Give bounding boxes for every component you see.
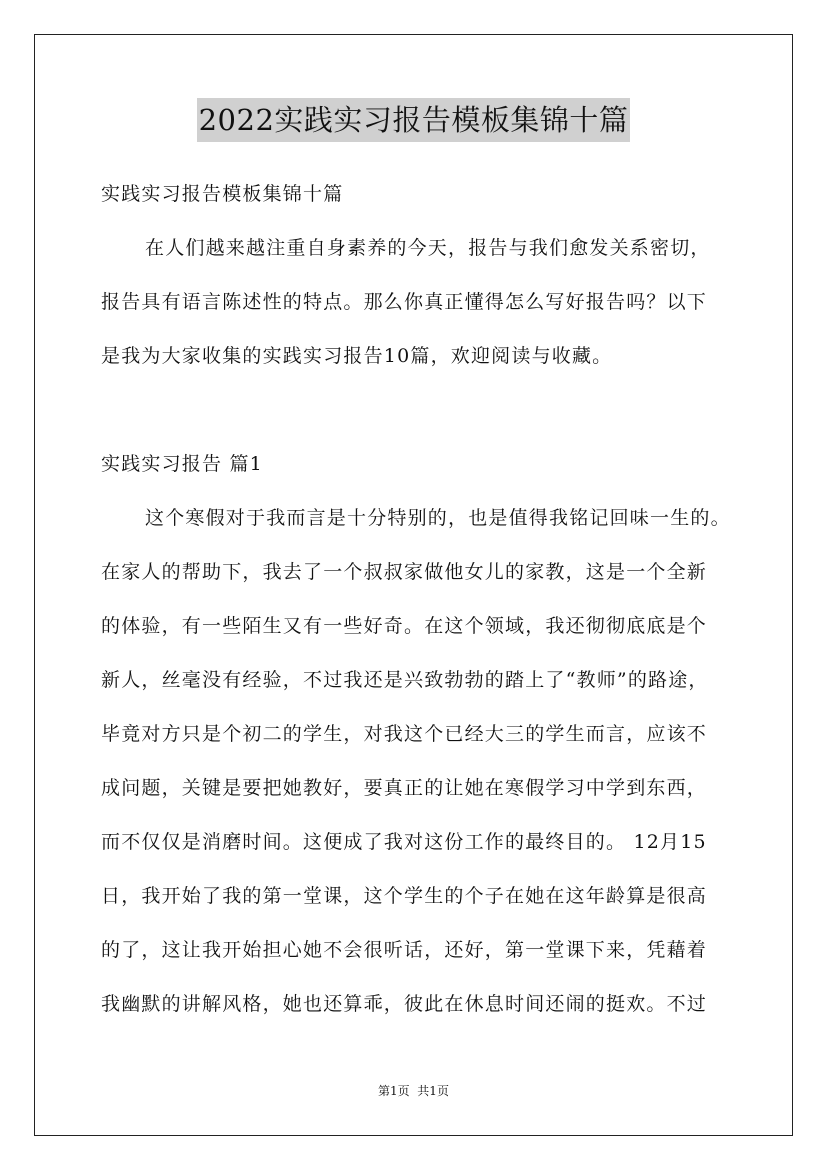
body-line-7: 而不仅仅是消磨时间。这便成了我对这份工作的最终目的。 12月15 (101, 831, 707, 853)
intro-line-3: 是我为大家收集的实践实习报告10篇，欢迎阅读与收藏。 (101, 345, 613, 367)
body-line-9: 的了，这让我开始担心她不会很听话，还好，第一堂课下来，凭藉着 (101, 939, 708, 961)
body-line-3: 的体验，有一些陌生又有一些好奇。在这个领域，我还彻彻底底是个 (101, 615, 708, 637)
body-line-1: 这个寒假对于我而言是十分特别的，也是值得我铭记回味一生的。 (145, 507, 731, 529)
body-line-8: 日，我开始了我的第一堂课，这个学生的个子在她在这年龄算是很高 (101, 885, 708, 907)
section-heading: 实践实习报告 篇1 (101, 453, 263, 475)
document-title-block (0, 98, 827, 142)
intro-line-1: 在人们越来越注重自身素养的今天，报告与我们愈发关系密切， (145, 237, 711, 259)
body-line-10: 我幽默的讲解风格，她也还算乖，彼此在休息时间还闹的挺欢。不过 (101, 993, 708, 1015)
body-line-4: 新人，丝毫没有经验，不过我还是兴致勃勃的踏上了“教师”的路途， (101, 669, 709, 691)
document-subtitle: 实践实习报告模板集锦十篇 (101, 183, 344, 205)
body-line-5: 毕竟对方只是个初二的学生，对我这个已经大三的学生而言，应该不 (101, 723, 708, 745)
intro-line-2: 报告具有语言陈述性的特点。那么你真正懂得怎么写好报告吗？以下 (101, 291, 708, 313)
page-footer: 第1页 共1页 (378, 1084, 449, 1098)
body-line-6: 成问题，关键是要把她教好，要真正的让她在寒假学习中学到东西， (101, 777, 708, 799)
document-title: 2022实践实习报告模板集锦十篇 (197, 98, 631, 142)
body-line-2: 在家人的帮助下，我去了一个叔叔家做他女儿的家教，这是一个全新 (101, 561, 708, 583)
